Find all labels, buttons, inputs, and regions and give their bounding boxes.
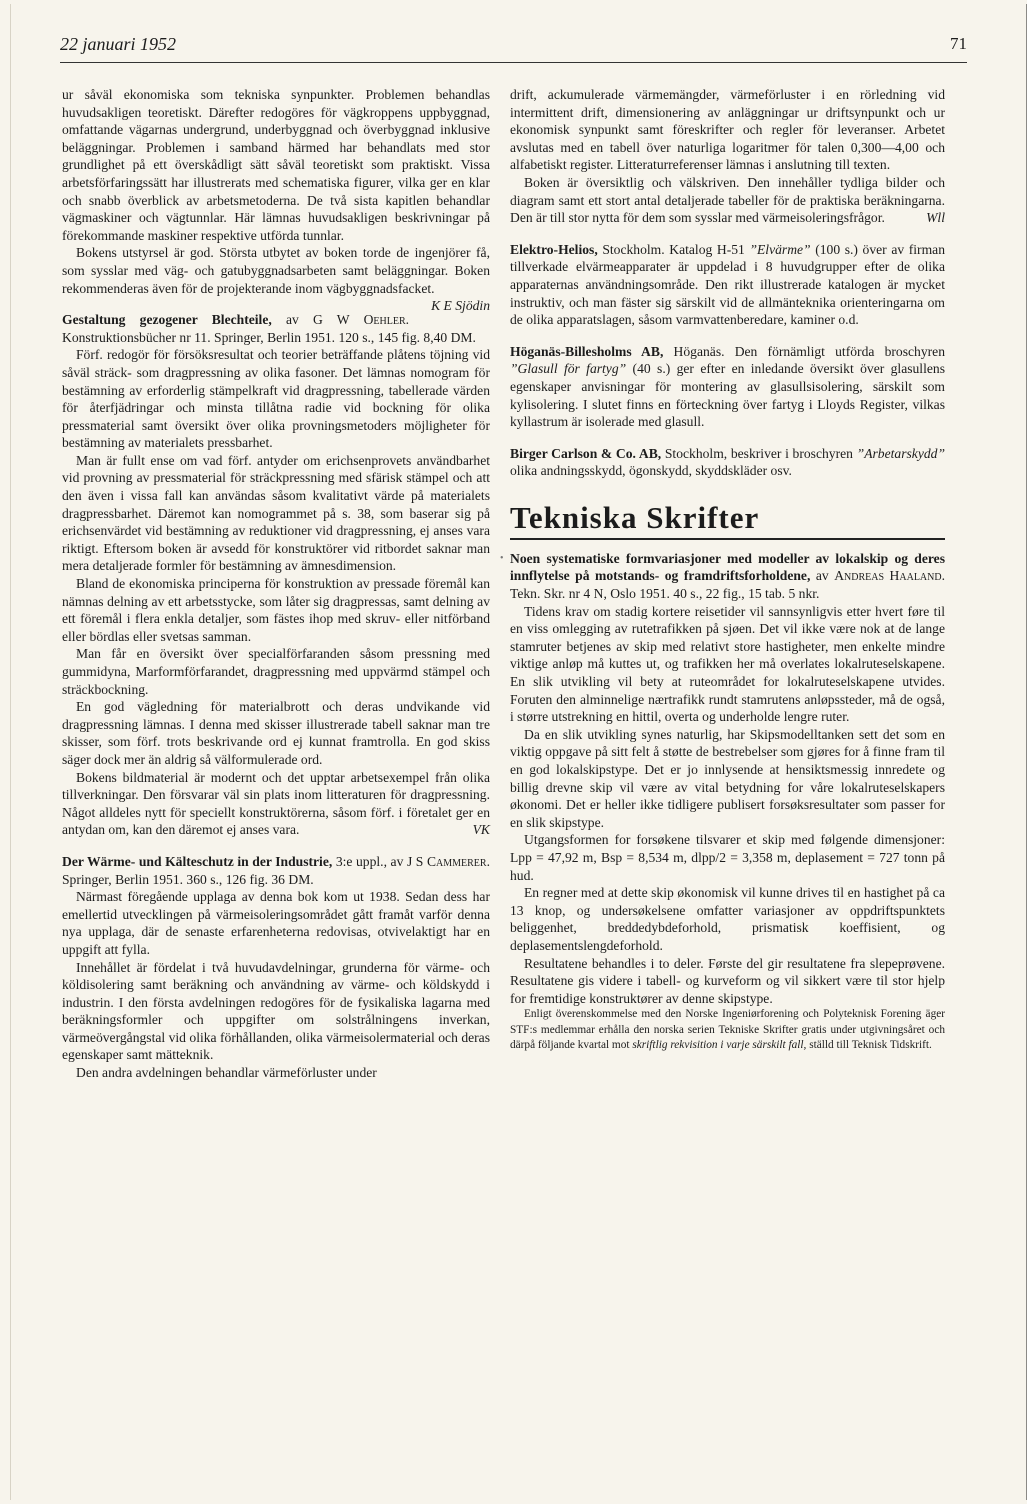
catalog-entry: Höganäs-Billesholms AB, Höganäs. Den förnämligt utförda broschyren ”Glasull för fartyg” (40 s.) ger efter en inledande översikt över glasullens egenskaper anvisningar för montering av glasullsisolering, särskilt som kylisolering. I slutet finns en förteckning över fartyg i Lloyds Register, vilkas kyllastrum är isolerade med glasull.	[510, 343, 945, 430]
catalog-title: ”Elvärme”	[749, 241, 811, 257]
paragraph: drift, ackumulerade värmemängder, värmeförluster i en rörledning vid intermittent drift, dimensionering av anläggningar ur driftsynpunkt och ur ekonomisk synpunkt samt föreskrifter och regler för leveranser. Arbetet avslutas med en tabell över naturliga logaritmer för talen 0,300—4,00 och alfabetiskt register. Litteraturreferenser lämnas i anslutning till texten.	[510, 87, 945, 173]
paragraph: Tidens krav om stadig kortere reisetider vil sannsynligvis etter hvert føre til en viss omlegging av rutetrafikken på sjøen. Det vil ikke være nok at de lange stamruter betjenes av skip med relativt store hastigheter, men enkelte mindre viktige anløp må kuttes ut, og trafikken her må overlates lokalruteselskapene. En slik utvikling vil bety at ruteområdet for lokalruteselskapene utvides. Foruten den alminnelige nærtrafikk rundt stamrutens anløpssteder, må de også, i større utstrekning en hittil, overta og underholde lengre ruter.	[510, 603, 945, 725]
review-heading: Gestaltung gezogener Blechteile, av G W Oehler. Konstruktionsbücher nr 11. Springer, Berlin 1951. 120 s., 145 fig. 8,40 DM.	[62, 312, 476, 345]
review-heading: • Noen systematiske formvariasjoner med modeller av lokalskip og deres innflytelse på motstands- og framdriftsforholdene, av Andreas Haaland. Tekn. Skr. nr 4 N, Oslo 1951. 40 s., 22 fig., 15 tab. 5 nkr.	[500, 550, 945, 602]
paragraph: Bokens utstyrsel är god. Största utbytet av boken torde de ingenjörer få, som sysslar med väg- och gatubyggnadsarbeten samt beläggningar. Boken rekommenderas även för de projekterande inom vägbyggnadsfacket. K E Sjödin	[62, 245, 490, 314]
company-name: Birger Carlson & Co. AB,	[510, 445, 662, 461]
book-author: Cammerer	[426, 853, 487, 869]
footnote: Enligt överenskommelse med den Norske Ingeniørforening och Polyteknisk Forening äger STF:s medlemmar erhålla den norska serien Tekniske Skrifter gratis under utgivningsåret och därpå följande kvartal mot skriftlig rekvisition i varje särskilt fall, ställd till Teknisk Tidskrift.	[510, 1008, 945, 1052]
book-title: Gestaltung gezogener Blechteile,	[62, 312, 272, 328]
report-author: Andreas Haaland	[834, 568, 942, 584]
page-header	[60, 34, 967, 63]
paragraph: En regner med at dette skip økonomisk vil kunne drives til en hastighet på ca 13 knop, og undersøkelsene omfatter variasjoner av oppdriftspunktets beliggenhet, breddedybdeforhold, prismatisk koeffisient, og deplasementslengdeforhold.	[510, 885, 945, 953]
paragraph: Innehållet är fördelat i två huvudavdelningar, grunderna för värme- och köldisolering samt beräkning och användning av värme- och köldskydd i industrin. I den första avdelningen redogöres för de fysikaliska lagarna med beräkningsformler och uppgifter om solstrålningens inverkan, värmeövergångstal vid olika förhållanden, olika värmeisolermaterial och deras egenskaper samt mätteknik.	[62, 959, 490, 1063]
bullet-icon: •	[500, 552, 504, 564]
review-heading: Der Wärme- und Kälteschutz in der Industrie, 3:e uppl., av J S Cammerer. Springer, Berlin 1951. 360 s., 126 fig. 36 DM.	[62, 853, 490, 887]
left-column	[62, 86, 490, 1082]
book-title: Der Wärme- und Kälteschutz in der Industrie,	[62, 853, 333, 869]
paragraph: ur såväl ekonomiska som tekniska synpunkter. Problemen behandlas huvudsakligen teoretiskt. Därefter redogöres för vägkroppens uppbyggnad, omfattande vägarnas undergrund, underbyggnad och överbyggnad inklusive beläggningar. Problemen i samband härmed har behandlats med stor grundlighet på ett överskådligt sätt såväl teoretiskt som praktiskt. Vissa arbetsförfaringssätt har illustrerats med schematiska figurer, vilka ger en klar och snabb överblick av arbetsmetoderna. De två sista kapitlen behandlar vägmaskiner och vägtunnlar. Här lämnas huvudsakligen beskrivningar på förekommande maskiner respektive utförda tunnlar.	[62, 87, 490, 243]
paragraph: Man får en översikt över specialförfaranden såsom pressning med gummidyna, Marformförfarandet, dragpressning med uppvärmd stämpel och sträckbockning.	[62, 646, 490, 697]
catalog-entry: Elektro-Helios, Stockholm. Katalog H-51 ”Elvärme” (100 s.) över av firman tillverkade elvärmeapparater är uppdelad i 8 huvudgrupper efter de olika apparaternas användningsområde. Den rikt illustrerade katalogen är mycket instruktiv, och man fäster sig särskilt vid de allmänteknika orienteringarna om de olika apparatslagen, såsom varmvattenberedare, kaminer o.d.	[510, 241, 945, 328]
page-number: 71	[950, 34, 967, 53]
paragraph: Resultatene behandles i to deler. Første del gir resultatene fra slepeprøvene. Resultatene gis videre i tabell- og kurveform og vil sikkert være til stor hjelp for fremtidige konstruktører av denne skipstype.	[510, 955, 945, 1006]
paragraph: Man är fullt ense om vad förf. antyder om erichsenprovets användbarhet vid provning av pressmaterial för sträckpressning med sfärisk stämpel och att den även i vissa fall kan användas såsom kvalitativt värde på materialets dragpressbarhet. Däremot kan nomogrammet på s. 38, som baserar sig på erichsenvärdet vid bestämning av reduktioner vid dragpressning, ej anses vara riktigt. Eftersom boken är avsedd för konstruktörer vid ritbordet saknar man mera detaljerade formler för bestämning av ämnesdimension.	[62, 452, 490, 574]
paragraph: Närmast föregående upplaga av denna bok kom ut 1938. Sedan dess har emellertid utvecklingen på värmeisoleringsområdet gått framåt varför denna nya upplaga, där de senaste erfarenheterna redovisas, otvivelaktigt har en uppgift att fylla.	[62, 889, 490, 957]
reviewer-signature: Wll	[926, 210, 945, 226]
report-title: Noen systematiske formvariasjoner med modeller av lokalskip og deres innflytelse på motstands- og framdriftsforholdene,	[510, 550, 945, 584]
paragraph: En god vägledning för materialbrott och deras undvikande vid dragpressning lämnas. I denna med skisser illustrerade tabell saknar man tre skisser, som förf. trots beskrivande ord ej kunnat framtrolla. En god skiss säger dock mer än aldrig så välformulerade ord.	[62, 699, 490, 767]
reviewer-signature: K E Sjödin	[431, 298, 490, 314]
book-author: Oehler	[363, 312, 406, 328]
paragraph: Bokens bildmaterial är modernt och det upptar arbetsexempel från olika tillverkningar. Den försvarar väl sin plats inom litteraturen för dragpressning. Något alldeles nytt för speciellt konstruktörerna, såsom förf. i företalet ger en antydan om, kan den däremot ej anses vara. VK	[62, 769, 490, 838]
catalog-title: ”Glasull för fartyg”	[510, 361, 627, 377]
catalog-title: ”Arbetarskydd”	[856, 445, 945, 461]
paragraph: Den andra avdelningen behandlar värmeförluster under	[76, 1065, 377, 1081]
company-name: Elektro-Helios,	[510, 241, 598, 257]
catalog-entry: Birger Carlson & Co. AB, Stockholm, beskriver i broschyren ”Arbetarskydd” olika andningsskydd, ögonskydd, skyddskläder osv.	[510, 445, 945, 479]
issue-date: 22 januari 1952	[60, 34, 177, 54]
section-title: Tekniska Skrifter	[510, 500, 945, 540]
right-column	[500, 86, 945, 1054]
paragraph: Utgangsformen for forsøkene tilsvarer et skip med følgende dimensjoner: Lpp = 47,92 m, Bsp = 8,534 m, dlpp/2 = 3,358 m, deplasement = 727 tonn på hud.	[510, 832, 945, 883]
paragraph: Förf. redogör för försöksresultat och teorier beträffande plåtens töjning vid såväl sträck- som dragpressning av olika fasoner. Det lämnas nomogram för bestämning av erforderlig stämpelkraft vid dragpressning, tabellerade värden för återfjädringar och minsta tillåtna radie vid bockning för olika pressmaterial samt översikt över olika provningsmetoders möjligheter för bestämning av materialets pressbarhet.	[62, 347, 490, 451]
paragraph: Bland de ekonomiska principerna för konstruktion av pressade föremål kan nämnas delning av ett arbetsstycke, som låter sig dragpressas, samt delning av ett föremål i flera enkla detaljer, som fästes ihop med skruv- eller nitförband eller bördlas eller svetsas samman.	[62, 576, 490, 644]
paragraph: Da en slik utvikling synes naturlig, har Skipsmodelltanken sett det som en viktig oppgave på sitt felt å støtte de bestrebelser som gjøres for å finne fram til en god lokalskipstype. Det er jo innlysende at hensiktsmessig innredete og billig drevne skip vil være av vital betydning for våre lokalruteselskapers økonomi. Det er heller ikke tidligere publisert forsøksresultater som passer for en slik skipstype.	[510, 726, 945, 830]
reviewer-signature: VK	[472, 822, 490, 838]
paragraph: Boken är översiktlig och välskriven. Den innehåller tydliga bilder och diagram samt ett stort antal detaljerade tabeller för de praktiska beräkningarna. Den är till stor nytta för dem som sysslar med värmeisoleringsfrågor. Wll	[510, 174, 945, 226]
company-name: Höganäs-Billesholms AB,	[510, 343, 664, 359]
